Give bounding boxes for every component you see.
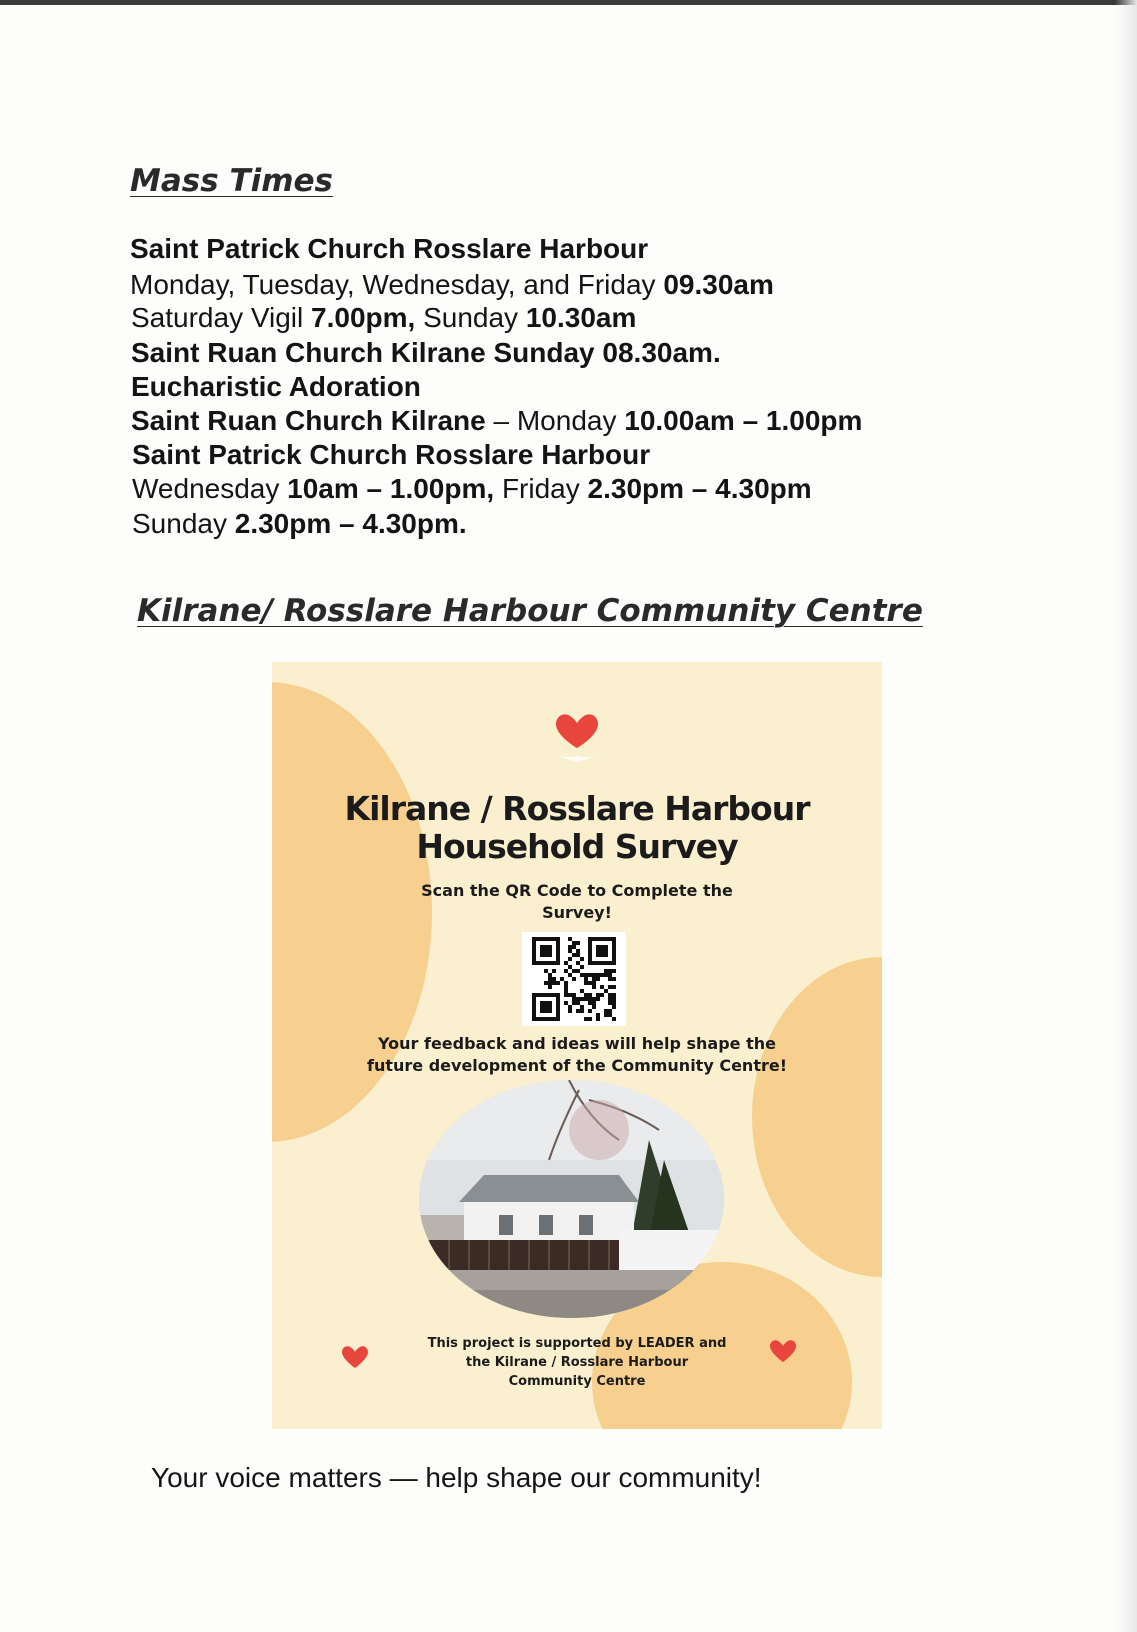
qr-code[interactable] (522, 932, 626, 1026)
qr-code-icon (522, 932, 626, 1026)
mass-times-segment: Wednesday (132, 473, 288, 504)
scan-right-shadow (1115, 0, 1137, 1632)
mass-times-segment: 10.30am (525, 302, 637, 333)
community-centre-photo (419, 1080, 724, 1318)
mass-times-line (132, 472, 812, 506)
scan-top-edge (0, 0, 1137, 5)
mass-times-segment: Monday, Tuesday, Wednesday, and Friday (130, 269, 664, 300)
poster-title-line: Household Survey (416, 827, 738, 866)
mass-times-segment: Saint Patrick Church Rosslare Harbour (132, 439, 651, 470)
scan-instruction-line: Survey! (542, 903, 612, 922)
mass-times-segment: Friday (494, 473, 588, 504)
poster-title (292, 790, 862, 866)
mass-times-segment: 09.30am (663, 269, 774, 300)
mass-times-line (131, 336, 721, 370)
mass-times-segment: 2.30pm – 4.30pm. (234, 508, 467, 539)
mass-times-line (130, 232, 648, 266)
mass-times-line (131, 301, 636, 335)
building-photo-image (419, 1080, 724, 1318)
heart-hands-icon (542, 710, 612, 764)
support-line: the Kilrane / Rosslare Harbour (465, 1355, 689, 1370)
mass-times-segment: 2.30pm – 4.30pm (587, 473, 812, 504)
mass-times-segment: Saint Ruan Church Kilrane Sunday 08.30am. (131, 337, 721, 368)
closing-message: Your voice matters — help shape our community! (151, 1462, 762, 1493)
mass-times-segment: 10am – 1.00pm, (287, 473, 495, 504)
mass-times-segment: Sunday (415, 302, 526, 333)
mass-times-segment: Sunday (132, 508, 235, 539)
feedback-line: Your feedback and ideas will help shape the (378, 1034, 776, 1053)
mass-times-line (130, 268, 774, 302)
mass-times-segment: Saint Ruan Church Kilrane (131, 405, 486, 436)
mass-times-segment: – Monday (485, 405, 625, 436)
mass-times-line (131, 370, 421, 404)
support-text (427, 1334, 727, 1391)
mass-times-heading: Mass Times (130, 163, 334, 199)
heart-icon (768, 1338, 798, 1364)
mass-times-segment: 7.00pm, (311, 302, 416, 333)
mass-times-segment: 10.00am – 1.00pm (624, 405, 863, 436)
decorative-blob (752, 957, 882, 1277)
heart-icon (340, 1344, 370, 1370)
scan-instruction-line: Scan the QR Code to Complete the (421, 881, 733, 900)
poster-title-line: Kilrane / Rosslare Harbour (344, 789, 810, 828)
feedback-text (332, 1033, 822, 1077)
mass-times-line (131, 404, 862, 438)
mass-times-segment: Eucharistic Adoration (131, 371, 421, 402)
support-line: Community Centre (508, 1374, 646, 1389)
community-centre-heading: Kilrane/ Rosslare Harbour Community Centre (137, 593, 923, 629)
mass-times-line (132, 438, 650, 472)
scan-instruction (352, 880, 802, 924)
survey-poster (272, 662, 882, 1429)
support-line: This project is supported by LEADER and (427, 1336, 727, 1351)
mass-times-segment: Saturday Vigil (131, 302, 312, 333)
feedback-line: future development of the Community Centre! (367, 1056, 787, 1075)
mass-times-segment: Saint Patrick Church Rosslare Harbour (130, 233, 649, 264)
mass-times-line (132, 507, 467, 541)
